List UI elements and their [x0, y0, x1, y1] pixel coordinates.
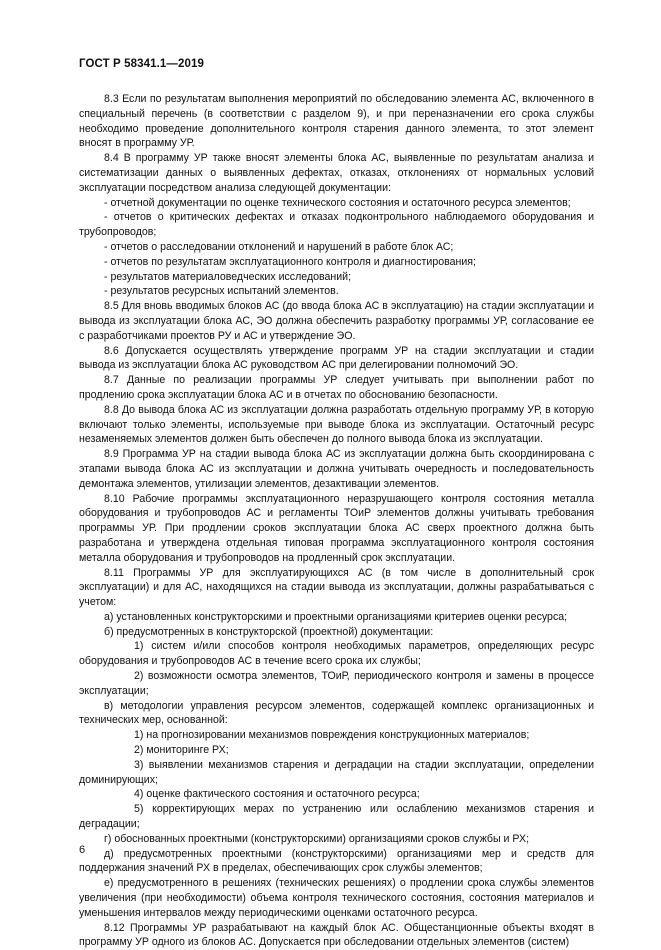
- list-item: - результатов ресурсных испытаний элементов.: [104, 285, 339, 298]
- paragraph-8-8: 8.8 До вывода блока АС из эксплуатации должна разработать отдельную программу УР, в которую включают только элементы, используемые при выводе блока из эксплуатации. Остаточный ресурс незаменяемых элементов должен быть обеспечен до полного вывода блока из эксплуатации.: [79, 403, 594, 446]
- sub-list-item: 3) выявлении механизмов старения и деградации на стадии эксплуатации, определении доминирующих;: [79, 758, 594, 786]
- sub-list-item: 2) мониторинге РХ;: [134, 744, 229, 757]
- list-item: - результатов материаловедческих исследований;: [104, 270, 352, 283]
- paragraph-8-3: 8.3 Если по результатам выполнения мероприятий по обследованию элемента АС, включенного в специальный перечень (в соответствии с разделом 9), и при переназначении его срока службы необходимо проведение дополнительного контроля старения данного элемента, то этот элемент вносят в программу УР.: [79, 93, 594, 150]
- list-item: - отчетной документации по оценке технического состояния и остаточного ресурса элементов;: [104, 196, 571, 209]
- sub-list-item: 1) систем и/или способов контроля необходимых параметров, определяющих ресурс оборудования и трубопроводов АС в течение всего срока их службы;: [79, 640, 594, 668]
- sub-list-item: 4) оценке фактического состояния и остаточного ресурса;: [134, 788, 420, 801]
- list-item: д) предусмотренных проектными (конструкторскими) организациями мер и средств для поддержания значений РХ в пределах, обеспечивающих срок службы элементов;: [79, 847, 594, 875]
- paragraph-8-6: 8.6 Допускается осуществлять утверждение программ УР на стадии эксплуатации и стадии вывода из эксплуатации блока АС руководством АС при делегировании полномочий ЭО.: [79, 344, 594, 372]
- list-item: б) предусмотренных в конструкторской (проектной) документации:: [104, 625, 434, 638]
- list-item: г) обоснованных проектными (конструкторскими) организациями сроков службы и РХ;: [104, 832, 530, 845]
- list-item: е) предусмотренного в решениях (технических решениях) о продлении срока службы элементов увеличения (при необходимости) объема контроля технического состояния, состояния материалов и уменьшения интервалов между периодическими оценками остаточного ресурса.: [79, 877, 594, 919]
- list-item: - отчетов о расследовании отклонений и нарушений в работе блок АС;: [104, 240, 454, 253]
- list-item: в) методологии управления ресурсом элементов, содержащей комплекс организационных и технических мер, основанной:: [79, 699, 594, 727]
- document-body: [79, 92, 594, 950]
- paragraph-8-11: 8.11 Программы УР для эксплуатирующихся АС (в том числе в дополнительный срок эксплуатации) и для АС, находящихся на стадии вывода из эксплуатации, должны разрабатываться с учетом:: [79, 566, 594, 609]
- paragraph-8-12: 8.12 Программы УР разрабатывают на каждый блок АС. Общестанционные объекты входят в программу УР одного из блоков АС. Допускается при обследовании отдельных элементов (систем): [79, 921, 594, 949]
- list-item: - отчетов по результатам эксплуатационного контроля и диагностирования;: [104, 255, 476, 268]
- list-item: - отчетов о критических дефектах и отказах подконтрольного наблюдаемого оборудования и трубопроводов;: [79, 211, 594, 239]
- list-item: а) установленных конструкторскими и проектными организациями критериев оценки ресурса;: [104, 610, 568, 623]
- sub-list-item: 1) на прогнозировании механизмов повреждения конструкционных материалов;: [134, 729, 530, 742]
- paragraph-8-10: 8.10 Рабочие программы эксплуатационного неразрушающего контроля состояния металла оборудования и трубопроводов АС и регламенты ТОиР элементов должны учитывать требования программы УР. При продлении сроков эксплуатации блока АС сверх проектного должна быть разработана и утверждена отдельная типовая программа эксплуатационного контроля состояния металла оборудования и трубопроводов на продленный срок эксплуатации.: [79, 492, 594, 564]
- paragraph-8-9: 8.9 Программа УР на стадии вывода блока АС из эксплуатации должна быть скоординирована с этапами вывода блока АС из эксплуатации и должна учитывать очередность и последовательность демонтажа элементов, утилизации элементов, дезактивации элементов.: [79, 448, 594, 490]
- document-header: ГОСТ Р 58341.1—2019: [79, 58, 204, 70]
- sub-list-item: 5) корректирующих мерах по устранению или ослаблению механизмов старения и деградации;: [79, 803, 594, 831]
- page-number: 6: [79, 844, 86, 856]
- paragraph-8-7: 8.7 Данные по реализации программы УР следует учитывать при выполнении работ по продлению срока эксплуатации блока АС и в отчетах по обоснованию безопасности.: [79, 374, 594, 401]
- sub-list-item: 2) возможности осмотра элементов, ТОиР, периодического контроля и замены в процессе эксплуатации;: [79, 670, 594, 697]
- paragraph-8-4: 8.4 В программу УР также вносят элементы блока АС, выявленные по результатам анализа и систематизации данных о выявленных дефектах, отказах, отклонениях от нормальных условий эксплуатации посредством анализа следующей документации:: [79, 152, 594, 194]
- paragraph-8-5: 8.5 Для вновь вводимых блоков АС (до ввода блока АС в эксплуатацию) на стадии эксплуатации и вывода из эксплуатации блока АС, ЭО должна обеспечить разработку программы УР, согласование ее с разработчиками проектов РУ и АС и утверждение ЭО.: [79, 300, 594, 342]
